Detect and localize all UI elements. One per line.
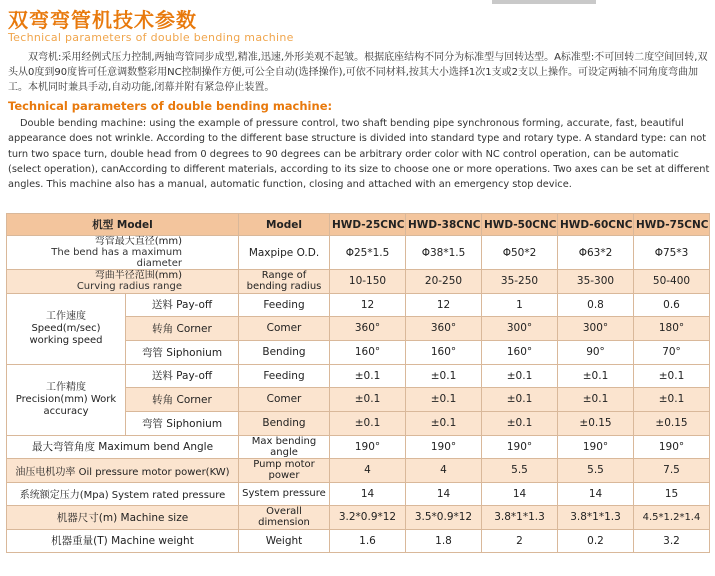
table-header-row — [7, 214, 710, 236]
table-row-weight — [7, 529, 710, 553]
table-cell: ±0.1 — [634, 364, 710, 388]
table-cell: 20-250 — [406, 270, 482, 294]
table-cell: ±0.1 — [482, 411, 558, 435]
row-label: 系统额定压力(Mpa) System rated pressure — [7, 482, 239, 506]
row-label-zh: 弯管最大直径(mm) — [94, 236, 182, 247]
table-cell: 3.8*1*1.3 — [558, 506, 634, 530]
table-cell: 360° — [406, 317, 482, 341]
header-model-5: HWD-75CNC — [634, 214, 710, 236]
table-cell: 35-250 — [482, 270, 558, 294]
table-cell: 1.6 — [330, 529, 406, 553]
row-param: Pump motor power — [239, 459, 330, 483]
row-param: Maxpipe O.D. — [239, 236, 330, 270]
row-param: Overall dimension — [239, 506, 330, 530]
table-cell: 14 — [330, 482, 406, 506]
table-cell: 4.5*1.2*1.4 — [634, 506, 710, 530]
table-cell: ±0.1 — [330, 388, 406, 412]
row-param: Bending — [239, 411, 330, 435]
row-param: System pressure — [239, 482, 330, 506]
row-param: Feeding — [239, 364, 330, 388]
table-cell: 160° — [482, 340, 558, 364]
table-cell: 3.8*1*1.3 — [482, 506, 558, 530]
table-cell: 50-400 — [634, 270, 710, 294]
table-cell: 3.5*0.9*12 — [406, 506, 482, 530]
table-row-motor — [7, 459, 710, 483]
spec-table — [6, 213, 710, 553]
table-cell: ±0.1 — [406, 364, 482, 388]
sublabel-bending: 弯管 Siphonium — [125, 411, 238, 435]
table-cell: 160° — [330, 340, 406, 364]
header-param: Model — [239, 214, 330, 236]
table-cell: 4 — [406, 459, 482, 483]
table-row-maxpipe — [7, 236, 710, 270]
table-cell: Φ63*2 — [558, 236, 634, 270]
table-cell: 190° — [634, 435, 710, 459]
table-cell: 5.5 — [558, 459, 634, 483]
row-label: 机器尺寸(m) Machine size — [7, 506, 239, 530]
table-cell: 0.6 — [634, 293, 710, 317]
group-speed — [7, 293, 239, 364]
header-model-4: HWD-60CNC — [558, 214, 634, 236]
row-param: Comer — [239, 317, 330, 341]
table-cell: 3.2 — [634, 529, 710, 553]
table-cell: 190° — [406, 435, 482, 459]
row-label: 最大弯管角度 Maximum bend Angle — [7, 435, 239, 459]
row-label-en: The bend has a maximum diameter — [51, 247, 182, 269]
sublabel-bending: 弯管 Siphonium — [125, 340, 238, 364]
table-cell: 12 — [406, 293, 482, 317]
intro-chinese-paragraph: 双弯机:采用经例式压力控制,两轴弯管同步成型,精准,迅速,外形美观不起皱。根据底座结构不同分为标准型与回转达型。A标准型:不可回转二度空间回转,双头从0度到90度皆可任意调数整彩用NC控制操作方便,可公全自动(选择操作),可依不同材料,按其大小选择1次1支或2支以上操作。可设定两轴不同角度弯曲加工。本机同时兼具手动,自动功能,闭幕并附有紧急停止装置。 — [8, 52, 708, 93]
table-cell: 2 — [482, 529, 558, 553]
table-cell: ±0.1 — [330, 364, 406, 388]
table-cell: 180° — [634, 317, 710, 341]
table-cell: 0.8 — [558, 293, 634, 317]
row-label-en: Curving radius range — [76, 281, 182, 293]
table-cell: 14 — [406, 482, 482, 506]
group-accuracy-label: 工作精度 Precision(mm) Work accuracy — [15, 381, 117, 417]
table-cell: 1 — [482, 293, 558, 317]
table-cell: ±0.1 — [406, 411, 482, 435]
table-cell: 7.5 — [634, 459, 710, 483]
table-row-max-angle — [7, 435, 710, 459]
table-row-accuracy-payoff — [7, 364, 710, 388]
table-cell: Φ75*3 — [634, 236, 710, 270]
table-cell: ±0.1 — [406, 388, 482, 412]
table-cell: 3.2*0.9*12 — [330, 506, 406, 530]
table-row-speed-payoff — [7, 293, 710, 317]
table-row-radius — [7, 270, 710, 294]
table-cell: ±0.1 — [558, 364, 634, 388]
table-cell: 360° — [330, 317, 406, 341]
table-cell: ±0.1 — [330, 411, 406, 435]
row-label — [7, 270, 239, 294]
sublabel-corner: 转角 Corner — [125, 316, 238, 340]
table-cell: 5.5 — [482, 459, 558, 483]
row-param: Weight — [239, 529, 330, 553]
table-cell: ±0.1 — [482, 364, 558, 388]
table-cell: ±0.1 — [558, 388, 634, 412]
table-cell: 300° — [482, 317, 558, 341]
row-label: 油压电机功率 Oil pressure motor power(KW) — [7, 459, 239, 483]
sublabel-payoff: 送料 Pay-off — [125, 365, 238, 388]
table-cell: ±0.1 — [634, 388, 710, 412]
row-param: Bending — [239, 340, 330, 364]
header-model-3: HWD-50CNC — [482, 214, 558, 236]
row-param: Feeding — [239, 293, 330, 317]
intro-english-paragraph: Double bending machine: using the example of pressure control, two shaft bending pipe synchronous forming, accurate, fast, beautiful appearance does not wrinkle. According to the different base structure is divided into standard type and rotary type. A standard type: can not turn two space turn, double head from 0 degrees to 90 degrees can be arbitrary order color with NC control operation, can be automatic (select operation), canAccording to different materials, according to its size to choose one or more operations. Two axes can be set at different angles. This machine also has a manual, automatic function, closing and attached with an emergency stop device. — [8, 118, 710, 191]
table-cell: ±0.15 — [634, 411, 710, 435]
table-cell: ±0.15 — [558, 411, 634, 435]
header-model-2: HWD-38CNC — [406, 214, 482, 236]
row-label — [7, 236, 239, 270]
sublabel-payoff: 送料 Pay-off — [125, 294, 238, 317]
english-section-heading: Technical parameters of double bending machine: — [8, 99, 333, 113]
page-title: 双弯弯管机技术参数 — [8, 8, 197, 32]
row-label-zh: 弯曲半径范围(mm) — [94, 270, 182, 282]
table-row-pressure — [7, 482, 710, 506]
row-param: Max bending angle — [239, 435, 330, 459]
table-cell: ±0.1 — [482, 388, 558, 412]
table-cell: 190° — [482, 435, 558, 459]
top-image-edge — [492, 0, 596, 4]
table-cell: 15 — [634, 482, 710, 506]
page-subtitle: Technical parameters of double bending machine — [8, 31, 294, 44]
table-cell: 4 — [330, 459, 406, 483]
table-cell: 0.2 — [558, 529, 634, 553]
table-cell: 90° — [558, 340, 634, 364]
table-cell: Φ38*1.5 — [406, 236, 482, 270]
table-cell: 14 — [482, 482, 558, 506]
table-cell: Φ25*1.5 — [330, 236, 406, 270]
group-speed-label: 工作速度 Speed(m/sec) working speed — [29, 310, 103, 346]
header-model-1: HWD-25CNC — [330, 214, 406, 236]
table-cell: 35-300 — [558, 270, 634, 294]
table-cell: 14 — [558, 482, 634, 506]
table-row-size — [7, 506, 710, 530]
table-cell: 12 — [330, 293, 406, 317]
header-model-label: 机型 Model — [7, 214, 239, 236]
table-cell: 10-150 — [330, 270, 406, 294]
table-cell: 190° — [558, 435, 634, 459]
table-cell: 1.8 — [406, 529, 482, 553]
table-cell: 190° — [330, 435, 406, 459]
table-cell: 160° — [406, 340, 482, 364]
row-param: Range of bending radius — [239, 270, 330, 294]
group-accuracy — [7, 364, 239, 435]
row-param: Comer — [239, 388, 330, 412]
sublabel-corner: 转角 Corner — [125, 387, 238, 411]
table-cell: 300° — [558, 317, 634, 341]
table-cell: Φ50*2 — [482, 236, 558, 270]
table-cell: 70° — [634, 340, 710, 364]
row-label: 机器重量(T) Machine weight — [7, 529, 239, 553]
